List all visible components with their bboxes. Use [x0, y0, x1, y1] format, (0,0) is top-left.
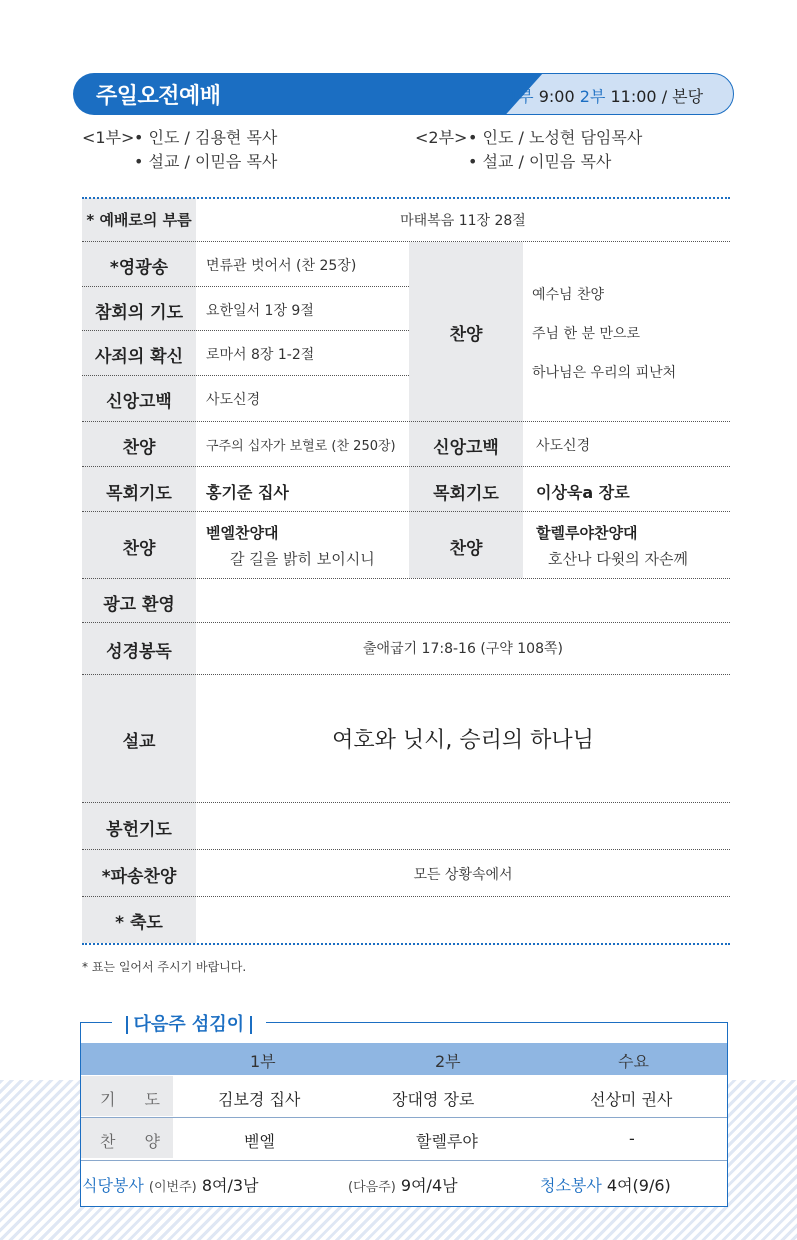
this-week-value: 8여/3남 [201, 1176, 259, 1195]
prayer-row-label: 기 도 [100, 1090, 172, 1109]
row-divider [82, 241, 730, 242]
next-week-meal [348, 1173, 458, 1196]
sermon-title: 여호와 닛시, 승리의 하나님 [332, 728, 594, 753]
row-divider [82, 622, 730, 623]
row-divider [82, 511, 730, 512]
row-divider [82, 674, 730, 675]
praise-part2: 할렐루야 [416, 1132, 478, 1151]
title-bar-left [126, 1016, 128, 1034]
benediction-label: * 축도 [115, 913, 163, 933]
next-week-value: 9여/4남 [400, 1176, 458, 1195]
creed-value: 사도신경 [206, 392, 261, 408]
choir2-song: 호산나 다윗의 자손께 [548, 550, 688, 568]
call-to-worship-value: 마태복음 11장 28절 [400, 213, 526, 229]
standing-note: * 표는 일어서 주시기 바랍니다. [82, 960, 247, 974]
cleaning-service [540, 1173, 671, 1196]
creed-label: 신앙고백 [106, 392, 172, 412]
praise-song-3: 하나님은 우리의 피난처 [532, 365, 677, 381]
assurance-label: 사죄의 확신 [94, 347, 184, 367]
choir1-name: 벧엘찬양대 [206, 524, 279, 542]
prayer-part1: 김보경 집사 [218, 1090, 301, 1109]
pastoral-prayer2-label: 목회기도 [433, 484, 499, 504]
next-week-tag: (다음주) [348, 1180, 396, 1195]
row-divider [82, 466, 730, 467]
row-divider [82, 578, 730, 579]
hymn-value: 구주의 십자가 보혈로 (찬 250장) [206, 439, 396, 454]
praise-wednesday: - [629, 1129, 635, 1148]
cleaning-service-label: 청소봉사 [540, 1176, 602, 1195]
pastoral-prayer1-value: 홍기준 집사 [206, 483, 289, 502]
row-divider [82, 896, 730, 897]
confession-prayer-label: 참회의 기도 [94, 303, 184, 323]
row-divider [82, 375, 409, 376]
pastoral-prayer1-label: 목회기도 [106, 484, 172, 504]
row-divider [82, 849, 730, 850]
row-divider [82, 802, 730, 803]
praise-label: 찬양 [449, 325, 483, 345]
row-divider [81, 1160, 727, 1161]
creed2-label: 신앙고백 [433, 438, 499, 458]
offering-prayer-label: 봉헌기도 [106, 820, 172, 840]
praise-row-label: 찬 양 [100, 1132, 172, 1151]
gloria-label: *영광송 [109, 258, 169, 278]
choir1-song: 갈 길을 밝히 보이시니 [230, 550, 375, 568]
prayer-part2: 장대영 장로 [392, 1090, 475, 1109]
assurance-value: 로마서 8장 1-2절 [206, 347, 315, 363]
announcements-label: 광고 환영 [103, 595, 175, 615]
time2-value: 11:00 / 본당 [610, 87, 704, 106]
row-divider [82, 286, 409, 287]
part2-lead: • 인도 / 노성현 담임목사 [468, 128, 643, 147]
table-top-border [82, 197, 730, 199]
sending-hymn-label: *파송찬양 [101, 867, 177, 887]
gloria-value: 면류관 벗어서 (찬 25장) [206, 258, 357, 274]
row-divider [81, 1117, 727, 1118]
time1-label: 1부 [508, 87, 534, 106]
choir1-label: 찬양 [122, 539, 156, 559]
next-week-title [112, 1010, 266, 1036]
meal-service-label: 식당봉사 [82, 1176, 144, 1195]
service-title: 주일오전예배 [96, 84, 221, 109]
col-header-wednesday: 수요 [618, 1052, 649, 1071]
scripture-reading-value: 출애굽기 17:8-16 (구약 108쪽) [363, 641, 563, 657]
praise-song-2: 주님 한 분 만으로 [532, 326, 641, 342]
mid-label-column-bg [409, 242, 523, 578]
choir2-label: 찬양 [449, 539, 483, 559]
col-header-part1: 1부 [250, 1052, 276, 1071]
cleaning-service-value: 4여(9/6) [606, 1176, 671, 1195]
part2-sermon: • 설교 / 이믿음 목사 [468, 152, 612, 171]
scripture-reading-label: 성경봉독 [106, 642, 172, 662]
praise-part1: 벧엘 [244, 1132, 275, 1151]
meal-service-row [82, 1173, 259, 1196]
confession-prayer-value: 요한일서 1장 9절 [206, 303, 314, 319]
sending-hymn-value: 모든 상황속에서 [413, 867, 513, 883]
sermon-label: 설교 [122, 732, 156, 752]
table-bottom-border [82, 943, 730, 945]
next-week-title-text: 다음주 섬김이 [133, 1014, 245, 1035]
service-times [508, 84, 703, 107]
pastoral-prayer2-value: 이상욱a 장로 [536, 483, 630, 502]
praise-song-1: 예수님 찬양 [532, 287, 605, 303]
part1-tag: <1부> [82, 128, 135, 147]
this-week-tag: (이번주) [148, 1180, 197, 1195]
call-to-worship-label: * 예배로의 부름 [86, 211, 192, 229]
part1-lead: • 인도 / 김용현 목사 [134, 128, 278, 147]
time2-label: 2부 [579, 87, 606, 106]
time1-value: 9:00 [538, 87, 575, 106]
title-bar-right [250, 1016, 252, 1034]
row-divider [82, 330, 409, 331]
part2-tag: <2부> [415, 128, 468, 147]
prayer-wednesday: 선상미 권사 [590, 1090, 673, 1109]
hymn-label: 찬양 [122, 438, 156, 458]
part1-sermon: • 설교 / 이믿음 목사 [134, 152, 278, 171]
choir2-name: 할렐루야찬양대 [536, 524, 638, 542]
row-divider [82, 421, 730, 422]
col-header-part2: 2부 [435, 1052, 461, 1071]
creed2-value: 사도신경 [536, 438, 591, 454]
